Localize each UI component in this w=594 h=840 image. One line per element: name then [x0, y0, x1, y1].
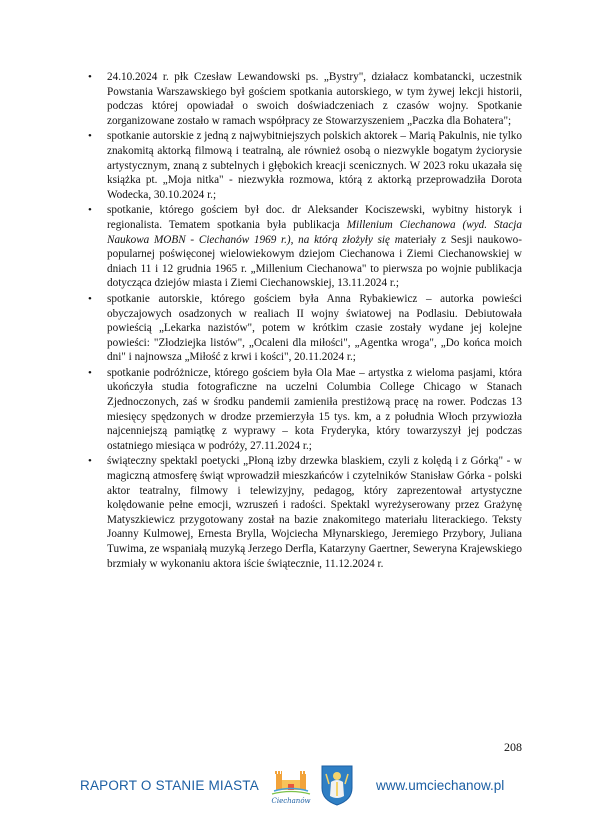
bullet-icon: • [88, 204, 92, 217]
list-item [88, 454, 522, 571]
page-number: 208 [504, 740, 522, 754]
page-footer [0, 762, 594, 812]
list-item-text: spotkanie autorskie, którego gościem była Anna Rybakiewicz – autorka powieści obyczajowych osadzonych w realiach II wojny światowej na Podlasiu. Debiutowała powieścią „Lekarka nazistów", potem w krótkim czasie zostały wydane jej kolejne powieści: "Złodziejka listów", „Ocaleni dla miłości", „Agentka wroga", „Do końca moich dni" i najnowsza „Miłość z krwi i kości", 20.11.2024 r.; [107, 292, 522, 364]
publication-title: Millenium Ciechanowa (wyd. Stacja Naukowa MOBN - Ciechanów 1969 r.), na którą złożyły się m [107, 218, 522, 246]
list-item-text: spotkanie, którego gościem był doc. dr Aleksander Kociszewski, wybitny historyk i regionalista. Tematem spotkania była publikacja [107, 204, 522, 231]
list-item [88, 292, 522, 365]
city-logo-icon [270, 764, 312, 806]
bullet-icon: • [88, 292, 92, 305]
report-title: RAPORT O STANIE MIASTA [80, 778, 259, 793]
list-item [88, 203, 522, 291]
bullet-icon: • [88, 130, 92, 143]
list-item-text: świąteczny spektakl poetycki „Płoną izby drzewka blaskiem, czyli z kolędą i z Górką" - w magiczną atmosferę świąt wprowadził mieszkańców i czytelników Stanisław Górka - polski aktor teatralny, filmowy i telewizyjny, pedagog, który zaprezentował artystyczne kolędowanie pełne emocji, wzruszeń i radości. Spektakl wyreżyserowany przez Grażynę Matyszkiewicz przygotowany został na bazie znakomitego materiału literackiego. Teksty Joanny Kulmowej, Ernesta Brylla, Wojciecha Młynarskiego, Jeremiego Przybory, Juliana Tuwima, ze wspaniałą muzyką Jerzego Derfla, Katarzyny Gaertner, Seweryna Krajewskiego brzmiały w wykonaniu aktora iście świątecznie, 11.12.2024 r. [107, 455, 522, 570]
event-list [88, 70, 522, 571]
bullet-icon: • [88, 366, 92, 379]
website-link[interactable]: www.umciechanow.pl [376, 778, 505, 793]
list-item-text: spotkanie autorskie z jedną z najwybitniejszych polskich aktorek – Marią Pakulnis, nie tylko znakomitą aktorką filmową i teatralną, ale również osobą o niezwykle bogatym życiorysie artystycznym, znaną z subtelnych i głębokich kreacji scenicznych. W 2023 roku ukazała się książka pt. „Moja nitka" - niezwykła rozmowa, którą z aktorką przeprowadziła Dorota Wodecka, 30.10.2024 r.; [107, 130, 522, 201]
list-item [88, 366, 522, 454]
list-item-text: ateriały z Sesji naukowo-popularnej poświęconej wielowiekowym dziejom Ciechanowa i Ziemi Ciechanowskiej w dniach 11 i 12 grudnia 1965 r. „Millenium Ciechanowa" to pierwsza po wojnie publikacja dotycząca dziejów miasta i Ziemi Ciechanowskiej, 13.11.2024 r.; [107, 233, 522, 290]
list-item [88, 129, 522, 202]
list-item [88, 70, 522, 128]
bullet-icon: • [88, 455, 92, 468]
bullet-icon: • [88, 71, 92, 83]
list-item-text: spotkanie podróżnicze, którego gościem była Ola Mae – artystka z wieloma pasjami, która ukończyła studia fotograficzne na uczelni Columbia College Chicago w Stanach Zjednoczonych, zaś w środku pandemii zamieniła prestiżową pracę na rower. Podczas 13 miesięcy spędzonych w drodze przemierzyła 15 tys. km, a z południa Włoch przywiozła najcenniejszą pamiątkę z wyprawy – kota Fryderyka, który towarzyszył jej podczas ostatniego miesiąca w podróży, 27.11.2024 r.; [107, 366, 522, 452]
list-item-text: 24.10.2024 r. płk Czesław Lewandowski ps. „Bystry", działacz kombatancki, uczestnik Powstania Warszawskiego był gościem spotkania autorskiego, w tym żywej lekcji historii, podczas której opowiadał o swoich doświadczeniach z czasów wojny. Spotkanie zorganizowane zostało w ramach współpracy ze Stowarzyszeniem „Paczka dla Bohatera"; [107, 71, 522, 127]
city-crest-icon [320, 764, 354, 806]
document-body [88, 70, 522, 572]
city-logo-text: Ciechanów [271, 797, 311, 805]
